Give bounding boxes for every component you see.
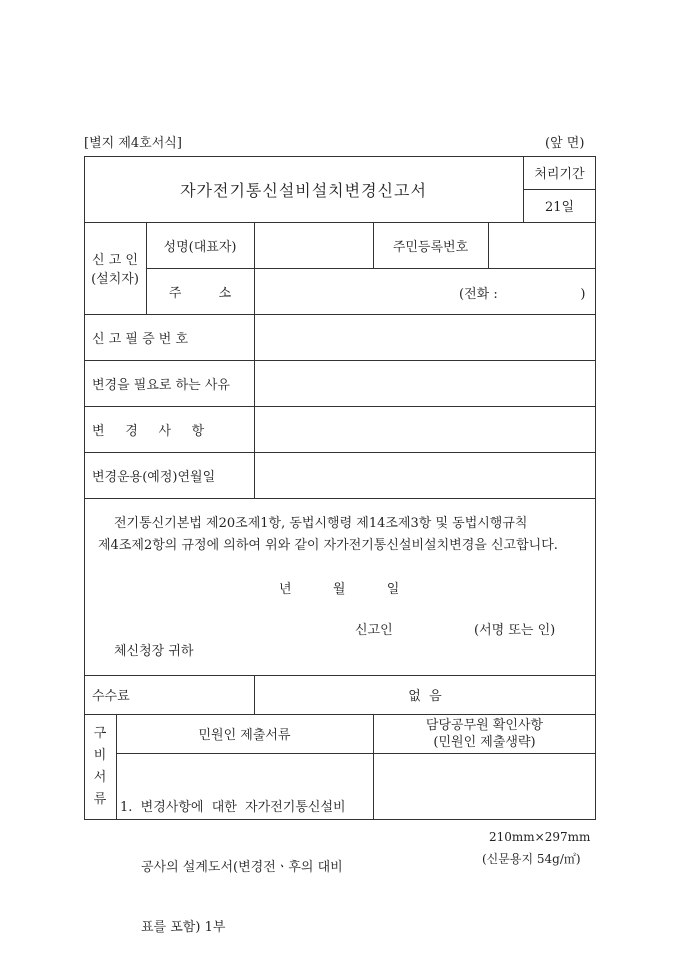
name-label: 성명(대표자) [163, 239, 237, 255]
address-field[interactable] [254, 268, 596, 314]
paper-type: (신문용지 54g/㎡) [482, 852, 581, 866]
certificate-number-field[interactable] [254, 314, 596, 360]
official-header-line2: (민원인 제출생략) [433, 734, 536, 750]
document-item-line3: 표를 포함) 1부 [141, 920, 226, 935]
official-check-header [373, 714, 596, 753]
processing-period-value: 21일 [544, 200, 575, 215]
name-field[interactable] [254, 222, 373, 268]
addressee: 체신청장 귀하 [114, 644, 194, 659]
document-item-line1: 1. 변경사항에 대한 자가전기통신설비 [120, 800, 346, 815]
official-header-line1: 담당공무원 확인사항 [425, 717, 544, 733]
form-number-label: [별지 제4호서식] [84, 136, 182, 151]
certificate-number-label: 신 고 필 증 번 호 [92, 331, 189, 347]
section-char: 서 [93, 770, 107, 785]
phone-label: (전화 : ) [459, 287, 586, 302]
resident-number-label: 주민등록번호 [392, 239, 469, 255]
reporter-label [84, 222, 146, 314]
divider [84, 498, 596, 499]
signature-label: (서명 또는 인) [474, 623, 556, 638]
section-char: 류 [93, 792, 107, 807]
form-title: 자가전기통신설비설치변경신고서 [180, 180, 427, 200]
section-char: 비 [93, 748, 107, 763]
document-item [120, 758, 346, 958]
reporter-label-line2: (설치자) [91, 272, 139, 287]
document-item-line2: 공사의 설계도서(변경전ㆍ후의 대비 [141, 860, 343, 875]
operation-date-field[interactable] [254, 452, 596, 498]
declaration-reporter-label: 신고인 [355, 623, 393, 638]
declaration-date: 년 월 일 [279, 582, 400, 597]
changes-label: 변 경 사 항 [92, 423, 205, 439]
fee-label: 수수료 [92, 689, 130, 704]
address-label: 주 소 [168, 285, 232, 301]
required-documents-label [84, 714, 116, 820]
fee-value: 없 음 [408, 689, 442, 704]
page-side-label: (앞 면) [545, 136, 585, 151]
operation-date-label: 변경운용(예정)연월일 [92, 469, 216, 485]
resident-number-field[interactable] [488, 222, 596, 268]
changes-field[interactable] [254, 406, 596, 452]
section-char: 구 [93, 726, 107, 741]
paper-size: 210mm×297mm [489, 830, 591, 844]
applicant-documents-header: 민원인 제출서류 [198, 728, 291, 743]
reporter-label-line1: 신 고 인 [92, 253, 138, 268]
declaration-text-line2: 제4조제2항의 규정에 의하여 위와 같이 자가전기통신설비설치변경을 신고합니다. [98, 538, 558, 553]
declaration-text-line1: 전기통신기본법 제20조제1항, 동법시행령 제14조제3항 및 동법시행규칙 [114, 516, 528, 531]
official-check-field[interactable] [373, 753, 596, 820]
change-reason-field[interactable] [254, 360, 596, 406]
processing-period-label: 처리기간 [534, 167, 585, 182]
change-reason-label: 변경을 필요로 하는 사유 [92, 377, 230, 393]
